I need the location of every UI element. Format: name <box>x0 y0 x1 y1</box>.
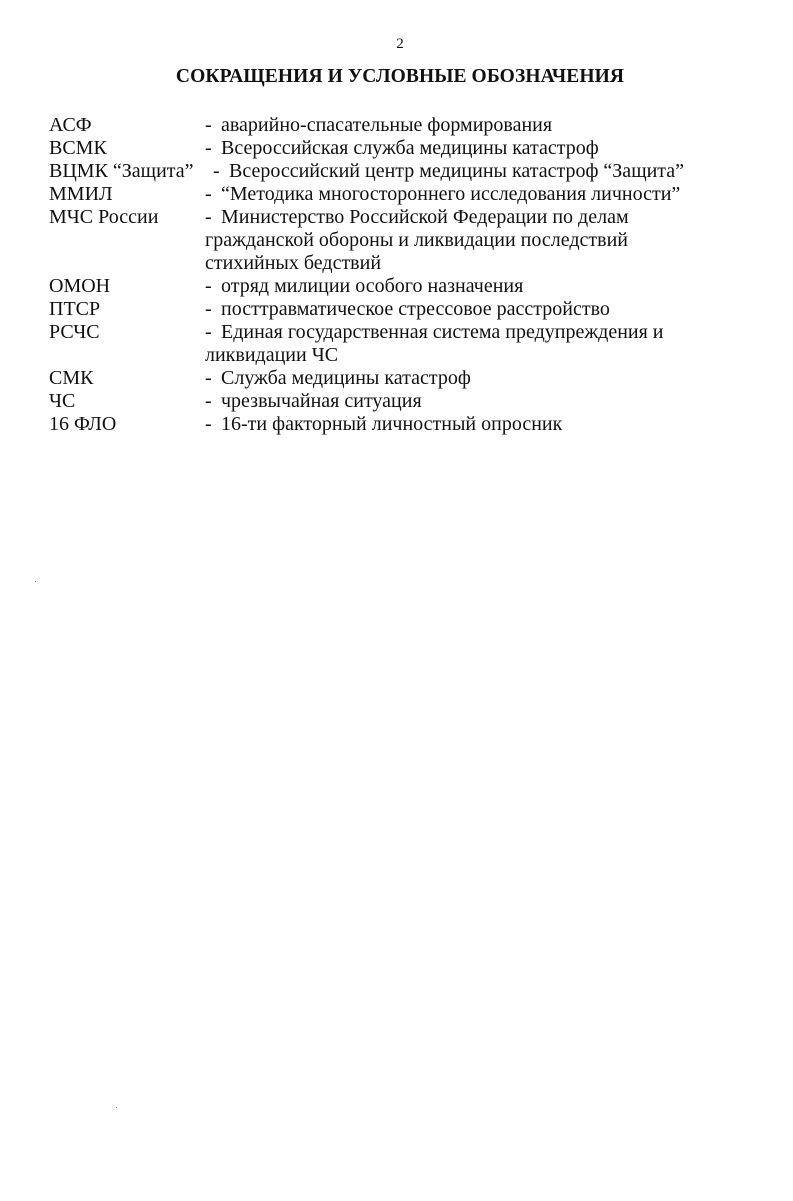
separator-dash: - <box>205 183 212 205</box>
separator-dash: - <box>205 137 212 159</box>
separator-dash: - <box>213 160 220 182</box>
scan-speck <box>35 581 36 582</box>
definition-text: Всероссийская служба медицины катастроф <box>221 137 599 159</box>
definition-text: Всероссийский центр медицины катастроф “Защита” <box>229 160 685 182</box>
separator-dash: - <box>205 298 212 320</box>
definition-text: чрезвычайная ситуация <box>221 390 422 412</box>
definition-text: Служба медицины катастроф <box>221 367 471 389</box>
abbreviation-row <box>49 206 749 275</box>
page-title: СОКРАЩЕНИЯ И УСЛОВНЫЕ ОБОЗНАЧЕНИЯ <box>175 66 625 87</box>
definition-text: посттравматическое стрессовое расстройство <box>221 298 610 320</box>
abbreviation-term: МЧС России <box>49 206 159 228</box>
abbreviation-term: ВСМК <box>49 137 107 159</box>
abbreviation-definition <box>205 206 749 275</box>
abbreviation-term: АСФ <box>49 114 92 136</box>
scan-speck <box>116 1107 117 1108</box>
abbreviation-row <box>49 321 749 367</box>
abbreviation-term: ОМОН <box>49 275 111 297</box>
abbreviation-definition <box>205 367 749 390</box>
separator-dash: - <box>205 275 212 297</box>
separator-dash: - <box>205 206 212 228</box>
abbreviation-definition <box>205 137 749 160</box>
abbreviation-definition <box>205 413 749 436</box>
separator-dash: - <box>205 413 212 435</box>
definition-text: гражданской обороны и ликвидации последствий <box>205 229 628 251</box>
abbreviation-definition <box>205 321 749 367</box>
definition-text: ликвидации ЧС <box>205 344 339 366</box>
definition-text: Единая государственная система предупреждения и <box>221 321 664 343</box>
abbreviation-definition <box>205 114 749 137</box>
abbreviation-term: ММИЛ <box>49 183 113 205</box>
abbreviation-row <box>49 367 749 390</box>
abbreviation-definition <box>205 390 749 413</box>
abbreviation-term: ВЦМК “Защита” <box>49 160 194 182</box>
abbreviation-row <box>49 390 749 413</box>
abbreviation-definition <box>205 275 749 298</box>
abbreviation-row <box>49 160 749 183</box>
abbreviation-definition <box>205 298 749 321</box>
definition-text: 16-ти факторный личностный опросник <box>221 413 563 435</box>
abbreviation-term: ЧС <box>49 390 76 412</box>
separator-dash: - <box>205 390 212 412</box>
abbreviation-row <box>49 298 749 321</box>
abbreviation-row <box>49 183 749 206</box>
definition-text: Министерство Российской Федерации по делам <box>221 206 629 228</box>
abbreviation-term: 16 ФЛО <box>49 413 117 435</box>
definition-text: отряд милиции особого назначения <box>221 275 524 297</box>
separator-dash: - <box>205 114 212 136</box>
abbreviation-row <box>49 275 749 298</box>
abbreviation-term: СМК <box>49 367 94 389</box>
abbreviation-term: ПТСР <box>49 298 101 320</box>
abbreviation-definition <box>213 160 749 183</box>
definition-text: аварийно-спасательные формирования <box>221 114 553 136</box>
abbreviation-list <box>49 114 749 436</box>
definition-text: стихийных бедствий <box>205 252 382 274</box>
separator-dash: - <box>205 367 212 389</box>
abbreviation-term: РСЧС <box>49 321 100 343</box>
abbreviation-row <box>49 413 749 436</box>
page-number: 2 <box>396 36 404 52</box>
abbreviation-definition <box>205 183 749 206</box>
definition-text: “Методика многостороннего исследования личности” <box>221 183 681 205</box>
abbreviation-row <box>49 114 749 137</box>
abbreviation-row <box>49 137 749 160</box>
separator-dash: - <box>205 321 212 343</box>
